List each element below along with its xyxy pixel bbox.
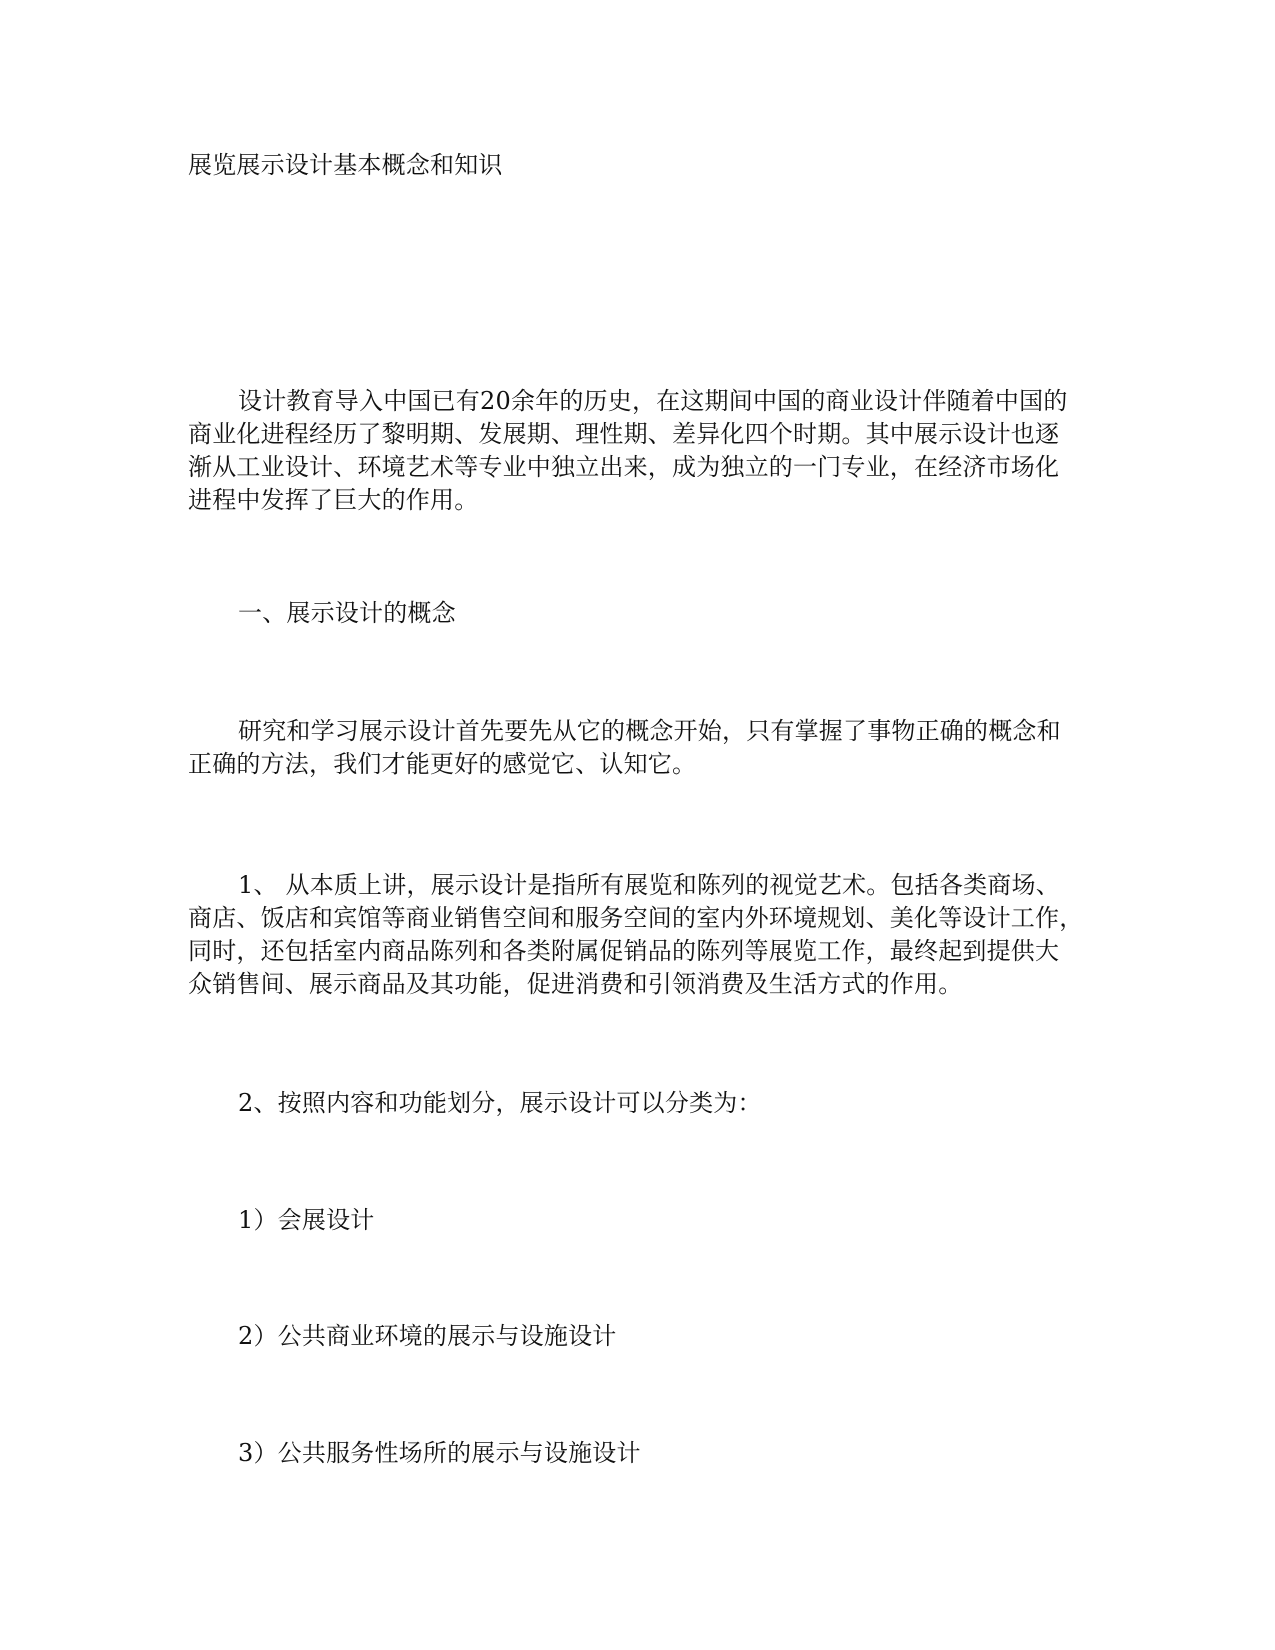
intro-line: 渐从工业设计、环境艺术等专业中独立出来，成为独立的一门专业，在经济市场化: [188, 453, 1060, 481]
intro-line: 设计教育导入中国已有20余年的历史，在这期间中国的商业设计伴随着中国的: [238, 387, 1068, 415]
list-item: 1）会展设计: [238, 1206, 375, 1234]
document-title: 展览展示设计基本概念和知识: [188, 151, 503, 179]
intro-line: 进程中发挥了巨大的作用。: [188, 486, 479, 514]
paragraph-line: 同时，还包括室内商品陈列和各类附属促销品的陈列等展览工作，最终起到提供大: [188, 937, 1060, 965]
paragraph-line: 商店、饭店和宾馆等商业销售空间和服务空间的室内外环境规划、美化等设计工作，: [188, 904, 1084, 932]
paragraph-line: 众销售间、展示商品及其功能，促进消费和引领消费及生活方式的作用。: [188, 970, 963, 998]
section-heading: 一、展示设计的概念: [238, 599, 456, 627]
list-item: 2）公共商业环境的展示与设施设计: [238, 1322, 617, 1350]
paragraph-line: 正确的方法，我们才能更好的感觉它、认知它。: [188, 750, 697, 778]
list-item: 3）公共服务性场所的展示与设施设计: [238, 1439, 641, 1467]
intro-line: 商业化进程经历了黎明期、发展期、理性期、差异化四个时期。其中展示设计也逐: [188, 420, 1060, 448]
paragraph-line: 1、 从本质上讲，展示设计是指所有展览和陈列的视觉艺术。包括各类商场、: [238, 871, 1060, 899]
classification-intro: 2、按照内容和功能划分，展示设计可以分类为：: [238, 1089, 762, 1117]
paragraph-line: 研究和学习展示设计首先要先从它的概念开始，只有掌握了事物正确的概念和: [238, 717, 1061, 745]
